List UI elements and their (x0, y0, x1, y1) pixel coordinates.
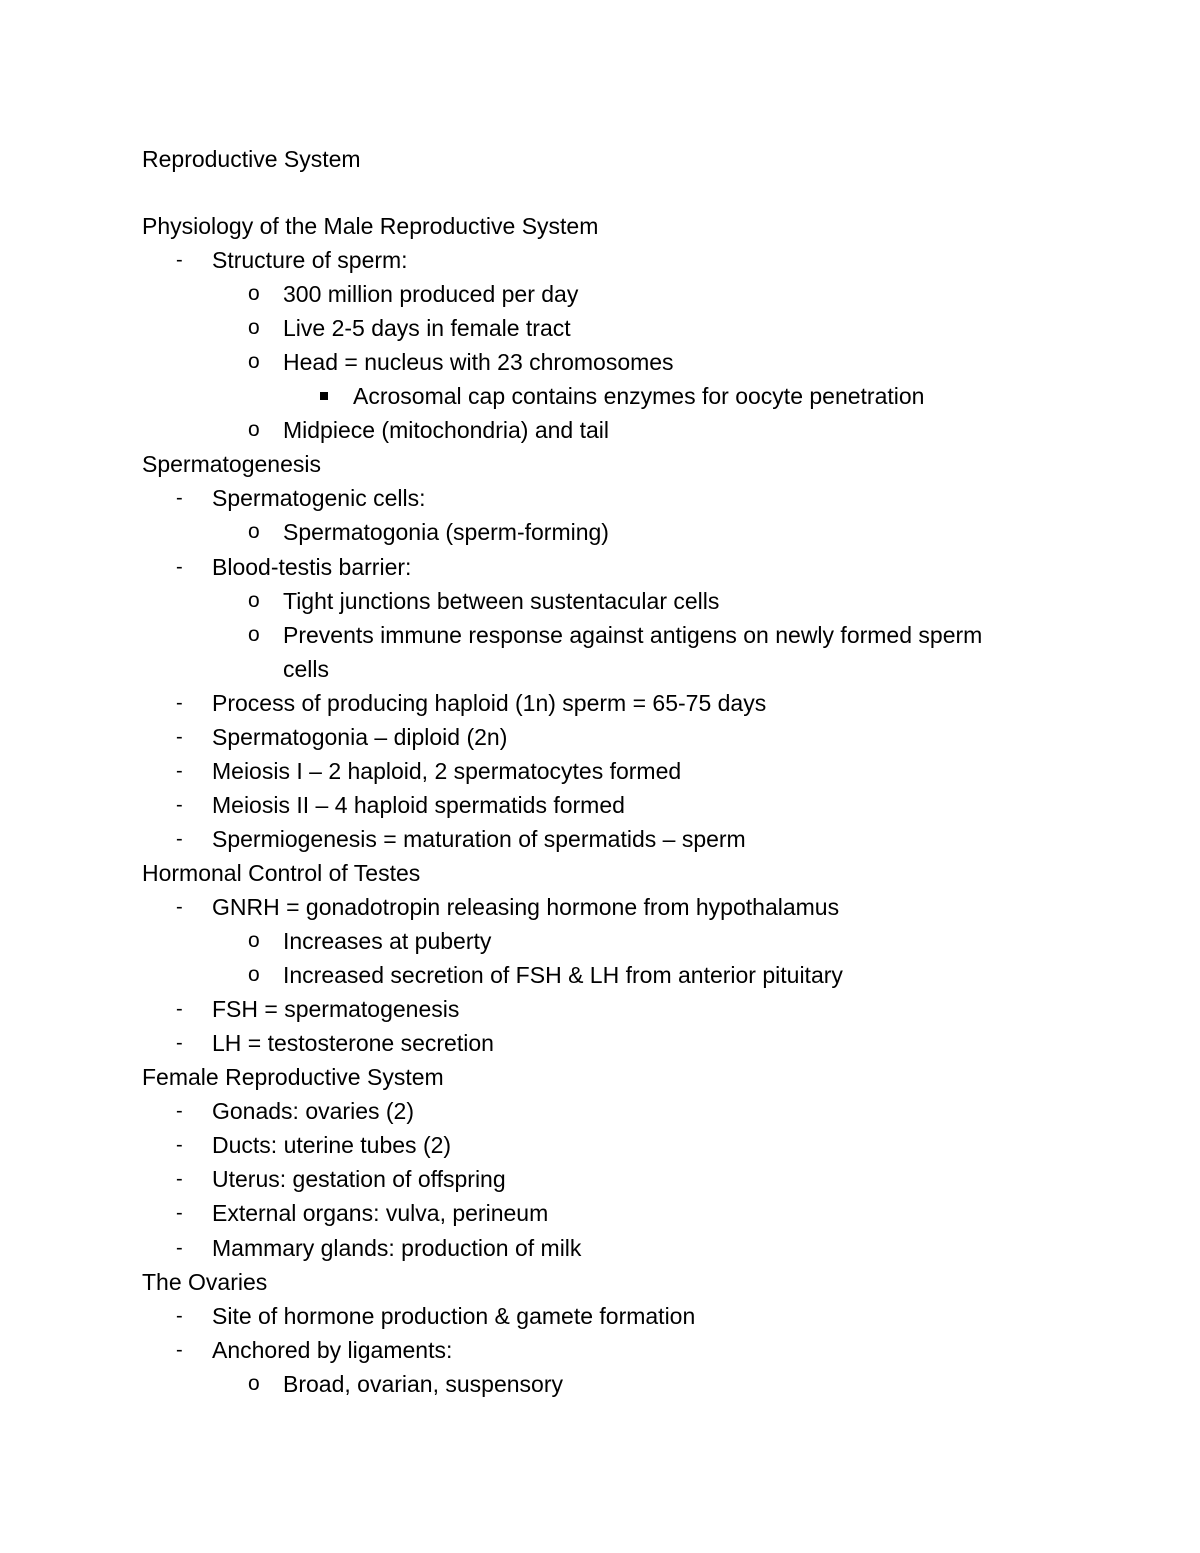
dash-bullet-icon: - (176, 794, 183, 816)
dash-bullet-icon: - (176, 760, 183, 782)
line-text: Broad, ovarian, suspensory (283, 1371, 563, 1397)
line-text: Site of hormone production & gamete formation (212, 1303, 696, 1329)
dash-bullet-icon: - (176, 998, 183, 1020)
line-text: Spermatogonia – diploid (2n) (212, 724, 508, 750)
dash-bullet-icon: - (176, 1100, 183, 1122)
document-title-text: Reproductive System (142, 146, 361, 172)
line-text: 300 million produced per day (283, 281, 579, 307)
line-text: Gonads: ovaries (2) (212, 1098, 414, 1124)
line-text: Spermatogenesis (142, 451, 321, 477)
line-text: Head = nucleus with 23 chromosomes (283, 349, 674, 375)
line-text: Midpiece (mitochondria) and tail (283, 417, 609, 443)
line-text: LH = testosterone secretion (212, 1030, 494, 1056)
dash-bullet-icon: - (176, 1032, 183, 1054)
circle-bullet-icon: o (248, 963, 260, 986)
dash-bullet-icon: - (176, 1305, 183, 1327)
circle-bullet-icon: o (248, 623, 260, 646)
dash-bullet-icon: - (176, 1202, 183, 1224)
line-text: GNRH = gonadotropin releasing hormone from hypothalamus (212, 894, 840, 920)
circle-bullet-icon: o (248, 350, 260, 373)
line-text: External organs: vulva, perineum (212, 1200, 549, 1226)
line-text: Uterus: gestation of offspring (212, 1166, 506, 1192)
dash-bullet-icon: - (176, 556, 183, 578)
line-text: Tight junctions between sustentacular cells (283, 588, 720, 614)
line-text: The Ovaries (142, 1269, 268, 1295)
dash-bullet-icon: - (176, 896, 183, 918)
line-text: Meiosis I – 2 haploid, 2 spermatocytes formed (212, 758, 682, 784)
circle-bullet-icon: o (248, 1372, 260, 1395)
line-text: FSH = spermatogenesis (212, 996, 460, 1022)
square-bullet-icon (320, 392, 328, 400)
dash-bullet-icon: - (176, 1168, 183, 1190)
line-text: Spermiogenesis = maturation of spermatids – sperm (212, 826, 746, 852)
line-text: Prevents immune response against antigens on newly formed sperm (283, 622, 983, 648)
line-text: Increases at puberty (283, 928, 492, 954)
circle-bullet-icon: o (248, 520, 260, 543)
line-text: Structure of sperm: (212, 247, 408, 273)
line-text: Ducts: uterine tubes (2) (212, 1132, 452, 1158)
line-text: Female Reproductive System (142, 1064, 444, 1090)
line-text: Blood-testis barrier: (212, 554, 412, 580)
line-text: Mammary glands: production of milk (212, 1235, 582, 1261)
dash-bullet-icon: - (176, 726, 183, 748)
circle-bullet-icon: o (248, 589, 260, 612)
line-text: Increased secretion of FSH & LH from anterior pituitary (283, 962, 843, 988)
line-text: Physiology of the Male Reproductive System (142, 213, 599, 239)
line-text: Hormonal Control of Testes (142, 860, 421, 886)
line-text: Spermatogenic cells: (212, 485, 426, 511)
circle-bullet-icon: o (248, 282, 260, 305)
dash-bullet-icon: - (176, 1134, 183, 1156)
circle-bullet-icon: o (248, 316, 260, 339)
dash-bullet-icon: - (176, 692, 183, 714)
line-text: Live 2-5 days in female tract (283, 315, 571, 341)
dash-bullet-icon: - (176, 249, 183, 271)
circle-bullet-icon: o (248, 929, 260, 952)
line-text: Process of producing haploid (1n) sperm = 65-75 days (212, 690, 767, 716)
dash-bullet-icon: - (176, 487, 183, 509)
dash-bullet-icon: - (176, 828, 183, 850)
circle-bullet-icon: o (248, 418, 260, 441)
line-text: Acrosomal cap contains enzymes for oocyte penetration (353, 383, 925, 409)
line-text: Meiosis II – 4 haploid spermatids formed (212, 792, 625, 818)
line-text: Spermatogonia (sperm-forming) (283, 519, 609, 545)
line-text: cells (283, 656, 330, 682)
dash-bullet-icon: - (176, 1339, 183, 1361)
dash-bullet-icon: - (176, 1237, 183, 1259)
line-text: Anchored by ligaments: (212, 1337, 453, 1363)
